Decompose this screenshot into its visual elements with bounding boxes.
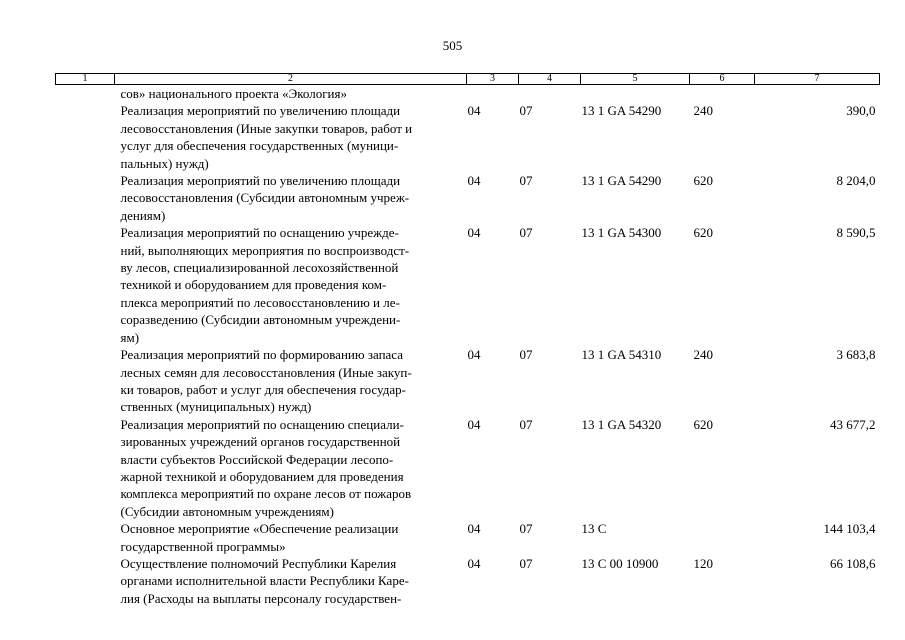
table-row (56, 520, 880, 555)
subsection-cell: 07 (519, 225, 533, 241)
section-cell (467, 85, 519, 103)
expense-type-cell: 620 (693, 173, 713, 189)
table-row (56, 85, 880, 103)
target-code-cell: 13 С (581, 521, 607, 537)
expense-type-cell: 240 (693, 347, 713, 363)
expense-name-cell: Реализация мероприятий по оснащению учрежде- ний, выполняющих мероприятия по воспроизводст- ву лесов, специализированной лесохозяйственной техникой и оборудованием для проведения ком- плекса мероприятий по лесовосстановлению и ле- соразведению (Субсидии автономным учреждени- ям) (120, 225, 410, 345)
target-code-cell: 13 С 00 10900 (581, 555, 659, 571)
header-col-5: 5 (581, 74, 690, 85)
table-header (56, 74, 880, 85)
table-row (56, 555, 880, 607)
header-col-4: 4 (519, 74, 581, 85)
expense-name-cell: Основное мероприятие «Обеспечение реализации государственной программы» (120, 521, 399, 554)
expense-type-cell: 620 (693, 416, 713, 432)
target-code-cell: 13 1 GA 54300 (581, 225, 662, 241)
expense-type-cell: 620 (693, 225, 713, 241)
table-row (56, 416, 880, 520)
expense-name-cell: сов» национального проекта «Экология» (120, 86, 347, 101)
table-row (56, 346, 880, 416)
table-body (56, 85, 880, 608)
row-order-cell (56, 172, 115, 224)
subsection-cell (519, 85, 581, 103)
section-cell: 04 (467, 103, 481, 119)
row-order-cell (56, 102, 115, 172)
expense-type-cell: 120 (693, 555, 713, 571)
table-row (56, 102, 880, 172)
header-row (56, 74, 880, 85)
row-order-cell (56, 416, 115, 520)
section-cell: 04 (467, 347, 481, 363)
section-cell: 04 (467, 225, 481, 241)
row-order-cell (56, 346, 115, 416)
header-col-6: 6 (690, 74, 755, 85)
header-col-1: 1 (56, 74, 115, 85)
subsection-cell: 07 (519, 521, 533, 537)
subsection-cell: 07 (519, 347, 533, 363)
row-order-cell (56, 85, 115, 103)
expense-type-cell: 240 (693, 103, 713, 119)
expense-type-cell (690, 520, 755, 555)
subsection-cell: 07 (519, 555, 533, 571)
expense-name-cell: Реализация мероприятий по оснащению специали- зированных учреждений органов государственной власти субъектов Российской Федерации лесопо- жарной техникой и оборудованием для проведения комплекса мероприятий по охране лесов от пожаров (Субсидии автономным учреждениям) (120, 416, 412, 519)
amount-cell: 66 108,6 (830, 555, 876, 571)
expense-type-cell (690, 85, 755, 103)
budget-table (55, 73, 880, 607)
target-code-cell: 13 1 GA 54290 (581, 103, 662, 119)
target-code-cell (581, 85, 690, 103)
header-col-3: 3 (467, 74, 519, 85)
amount-cell: 43 677,2 (830, 416, 876, 432)
subsection-cell: 07 (519, 416, 533, 432)
amount-cell: 390,0 (846, 103, 876, 119)
section-cell: 04 (467, 173, 481, 189)
row-order-cell (56, 224, 115, 346)
expense-name-cell: Осуществление полномочий Республики Карелия органами исполнительной власти Республики Каре- лия (Расходы на выплаты персоналу государствен- (120, 555, 409, 606)
row-order-cell (56, 520, 115, 555)
amount-cell: 8 590,5 (836, 225, 876, 241)
target-code-cell: 13 1 GA 54310 (581, 347, 662, 363)
target-code-cell: 13 1 GA 54290 (581, 173, 662, 189)
amount-cell: 8 204,0 (836, 173, 876, 189)
amount-cell: 144 103,4 (823, 521, 876, 537)
section-cell: 04 (467, 555, 481, 571)
expense-name-cell: Реализация мероприятий по увеличению площади лесовосстановления (Субсидии автономным учреж- дениям) (120, 173, 410, 223)
amount-cell (755, 85, 880, 103)
table-row (56, 172, 880, 224)
row-order-cell (56, 555, 115, 607)
page-number: 505 (442, 38, 463, 53)
expense-name-cell: Реализация мероприятий по формированию запаса лесных семян для лесовосстановления (Иные закуп- ки товаров, работ и услуг для обеспечения государ- ственных (муниципальных) нужд) (120, 347, 412, 415)
target-code-cell: 13 1 GA 54320 (581, 416, 662, 432)
table-row (56, 224, 880, 346)
section-cell: 04 (467, 416, 481, 432)
subsection-cell: 07 (519, 173, 533, 189)
expense-name-cell: Реализация мероприятий по увеличению площади лесовосстановления (Иные закупки товаров, работ и услуг для обеспечения государственных (муници- пальных) нужд) (120, 103, 413, 171)
amount-cell: 3 683,8 (836, 347, 876, 363)
header-col-2: 2 (115, 74, 467, 85)
header-col-7: 7 (755, 74, 880, 85)
subsection-cell: 07 (519, 103, 533, 119)
section-cell: 04 (467, 521, 481, 537)
